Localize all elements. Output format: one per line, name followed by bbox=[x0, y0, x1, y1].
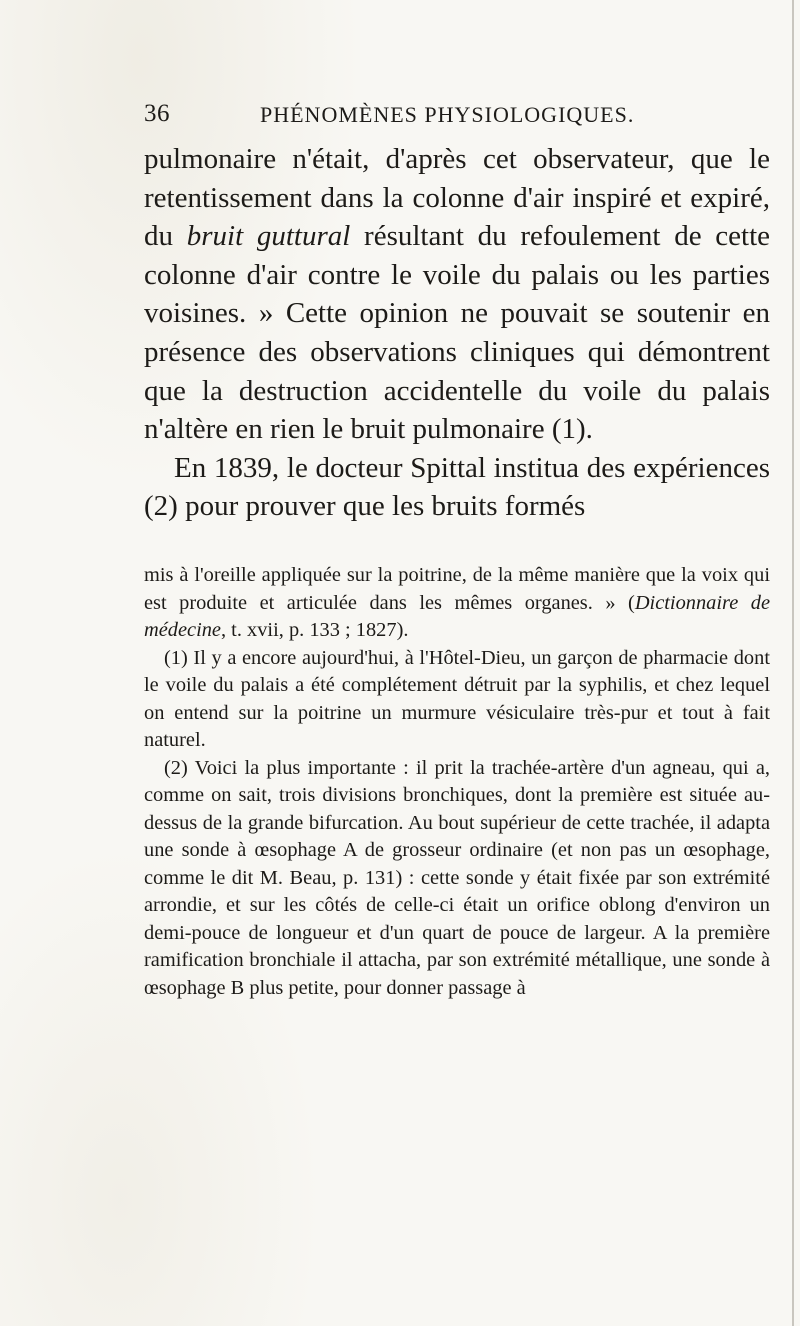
footnote-continuation bbox=[144, 562, 770, 645]
paragraph-1-italic: bruit guttural bbox=[186, 220, 351, 253]
footnote-1: (1) Il y a encore aujourd'hui, à l'Hôtel-Dieu, un garçon de pharmacie dont le voile du palais a été complétement détruit par la syphilis, et chez lequel on entend sur la poitrine un murmure vésiculaire très-pur et tout à fait naturel. bbox=[144, 646, 770, 751]
running-head bbox=[144, 100, 764, 134]
page-number: 36 bbox=[144, 100, 170, 127]
footnote-continuation-text-b: , t. xvii, p. 133 ; 1827). bbox=[220, 619, 409, 641]
paragraph-1 bbox=[144, 140, 770, 449]
paragraph-1-text-b: résultant du refoulement de cette colonne d'air contre le voile du palais ou les parties voisines. » Cette opinion ne pouvait se soutenir en présence des observations cliniques qui démontrent que la destruction accidentelle du voile du palais n'altère en rien le bruit pulmonaire (1). bbox=[144, 220, 771, 446]
paragraph-1-text-a: pulmonaire n'était, d'après cet observateur, que le retentissement dans la colonne d'air inspiré et expiré, du bbox=[144, 143, 770, 253]
footnote-continuation-italic: Dictionnaire de médecine bbox=[144, 591, 770, 641]
footnote-continuation-text-a: mis à l'oreille appliquée sur la poitrine, de la même manière que la voix qui est produite et articulée dans les mêmes organes. » ( bbox=[144, 564, 770, 614]
page-edge bbox=[792, 0, 794, 1326]
footnote-2: (2) Voici la plus importante : il prit la trachée-artère d'un agneau, qui a, comme on sait, trois divisions bronchiques, dont la première est située au-dessus de la grande bifurcation. Au bout supérieur de cette trachée, il adapta une sonde à œsophage A de grosseur ordinaire (et non pas un œsophage, comme le dit M. Beau, p. 131) : cette sonde y était fixée par son extrémité arrondie, et sur les côtés de celle-ci était un orifice oblong d'environ un demi-pouce de longueur et d'un quart de pouce de largeur. A la première ramification bronchiale il attacha, par son extrémité métallique, une sonde à œsophage B plus petite, pour donner passage à bbox=[144, 756, 770, 999]
main-text bbox=[144, 140, 770, 526]
paragraph-2: En 1839, le docteur Spittal institua des expériences (2) pour prouver que les bruits formés bbox=[144, 451, 770, 523]
footnotes bbox=[144, 562, 770, 1002]
running-title: PHÉNOMÈNES PHYSIOLOGIQUES. bbox=[260, 102, 635, 127]
